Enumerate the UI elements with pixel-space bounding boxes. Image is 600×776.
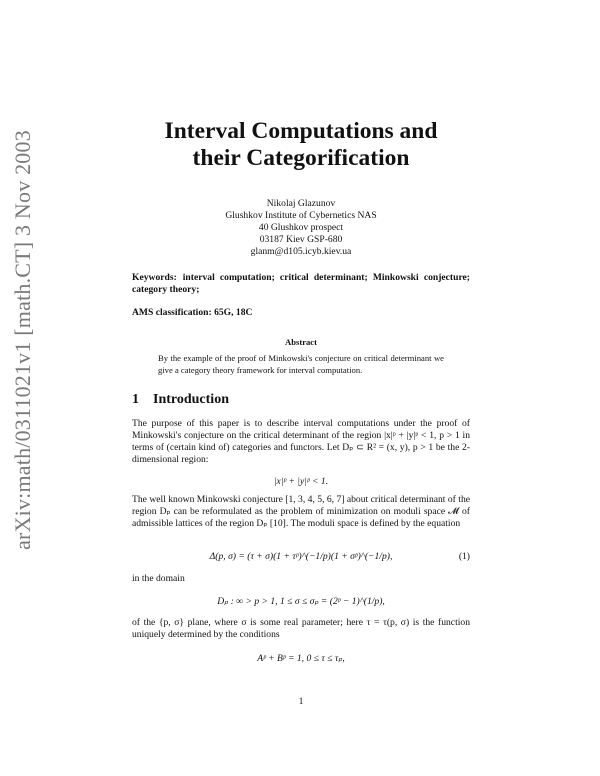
keywords <box>132 272 470 296</box>
section-title: Introduction <box>153 392 229 407</box>
equation-1-body: Δ(p, σ) = (τ + σ)(1 + τᵖ)^(−1/p)(1 + σᵖ)^(−1/p), <box>209 551 393 562</box>
paragraph-2: The well known Minkowski conjecture [1, 3, 4, 5, 6, 7] about critical determinant of the region Dₚ can be reformulated as the problem of minimization on moduli space 𝓜 of admissible lattices of the region Dₚ [10]. The moduli space is defined by the equation <box>132 494 470 529</box>
author-affiliation: Glushkov Institute of Cybernetics NAS <box>225 210 377 221</box>
equation-1-number: (1) <box>458 551 470 562</box>
author-email: glanm@d105.icyb.kiev.ua <box>250 246 352 257</box>
page-number: 1 <box>298 696 304 707</box>
abstract-heading: Abstract <box>285 337 317 347</box>
equation-1 <box>132 551 470 562</box>
paragraph-1: The purpose of this paper is to describe interval computations under the proof of Minkowski's conjecture on the critical determinant of the region |x|ᵖ + |y|ᵖ < 1, p > 1 in terms of (certain kind of) categories and functors. Let Dₚ ⊂ R² = (x, y), p > 1 be the 2-dimensional region: <box>132 418 470 465</box>
section-heading <box>132 392 229 408</box>
abstract-text: By the example of the proof of Minkowski's conjecture on critical determinant we give a category theory framework for interval computation. <box>158 353 444 375</box>
arxiv-watermark-text: arXiv:math/0311021v1 [math.CT] 3 Nov 2003 <box>10 130 35 550</box>
author-block <box>132 198 470 258</box>
author-city: 03187 Kiev GSP-680 <box>259 234 343 245</box>
keywords-text: interval computation; critical determinant; Minkowski conjecture; category theory; <box>132 272 470 295</box>
paragraph-4: of the {p, σ} plane, where σ is some real parameter; here τ = τ(p, σ) is the function uniquely determined by the conditions <box>132 617 470 640</box>
title-line-2: their Categorification <box>192 145 410 171</box>
title-line-1: Interval Computations and <box>164 118 438 144</box>
ams-classification: AMS classification: 65G, 18C <box>132 307 253 318</box>
paper-title <box>112 118 490 172</box>
section-number: 1 <box>132 392 139 407</box>
equation-region: |x|ᵖ + |y|ᵖ < 1. <box>273 476 329 487</box>
keywords-label: Keywords: <box>132 272 177 283</box>
author-street: 40 Glushkov prospect <box>258 222 344 233</box>
equation-domain: Dₚ : ∞ > p > 1, 1 ≤ σ ≤ σₚ = (2ᵖ − 1)^(1/p), <box>217 596 385 607</box>
equation-conditions: Aᵖ + Bᵖ = 1, 0 ≤ τ ≤ τₚ, <box>257 653 345 664</box>
author-name: Nikolaj Glazunov <box>266 198 336 209</box>
paragraph-3: in the domain <box>132 573 185 584</box>
arxiv-watermark <box>2 100 44 580</box>
